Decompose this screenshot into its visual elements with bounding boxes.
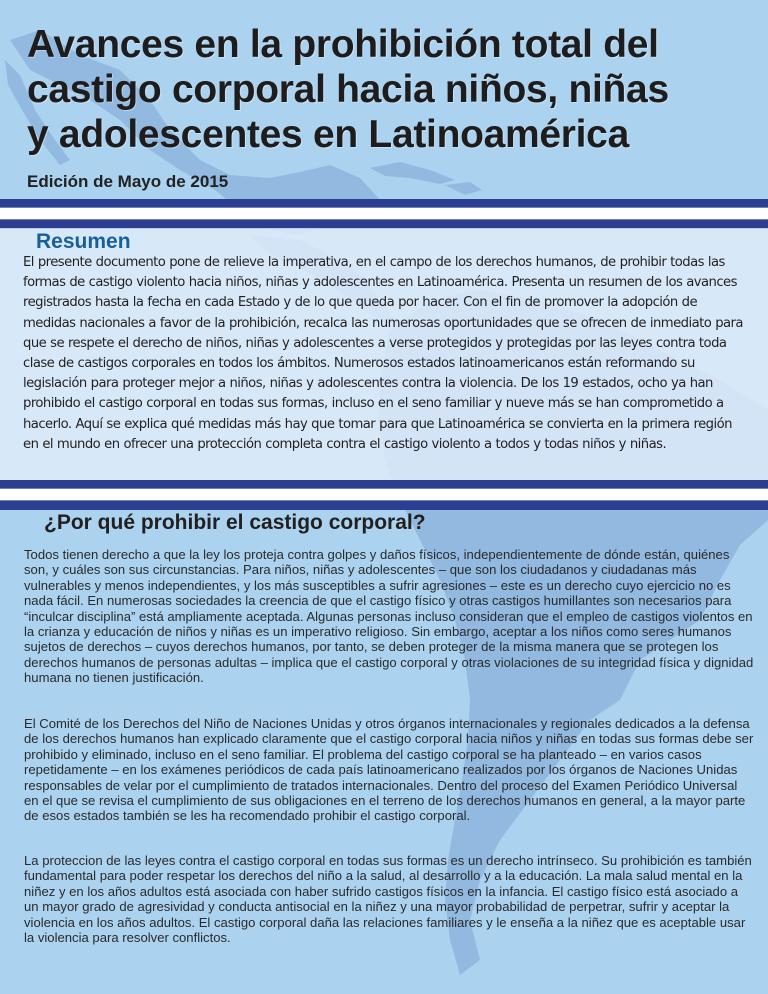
stripe-white (0, 489, 768, 500)
why-section-heading: ¿Por qué prohibir el castigo corporal? (44, 511, 426, 534)
title-line-2: castigo corporal hacia niños, niñas (27, 68, 669, 111)
stripe-white (0, 208, 768, 219)
stripe-blue-top (0, 199, 768, 208)
stripe-blue-top (0, 480, 768, 489)
section-divider-stripes (0, 480, 768, 509)
why-paragraph-3: La proteccion de las leyes contra el castigo corporal en todas sus formas es un derecho intrínseco. Su prohibición es también fundamental para poder respetar los derechos del niño a la salud, al desarrollo y a la educación. La mala salud mental en la niñez y en los años adultos está asociada con haber sufrido castigos físicos en la infancia. El castigo físico está asociado a un mayor grado de agresividad y conducta antisocial en la niñez y una mayor probabilidad de perpetrar, sufrir y aceptar la violencia en los años adultos. El castigo corporal daña las relaciones familiares y le enseña a la niñez que es aceptable usar la violencia para resolver conflictos. (24, 853, 752, 946)
cuba-map-shape (370, 162, 455, 184)
hispaniola-map-shape (445, 182, 482, 195)
why-paragraph-1: Todos tienen derecho a que la ley los proteja contra golpes y daños físicos, independientemente de dónde están, quiénes son, y cuáles son sus circunstancias. Para niños, niñas y adolescentes – que son los ciudadanos y ciudadanas más vulnerables y menos independientes, y los más susceptibles a sufrir agresiones – este es un derecho cuyo ejercicio no es nada fácil. En numerosas sociedades la creencia de que el castigo físico y otras castigos humillantes son necesarios para “inculcar disciplina” está ampliamente aceptada. Algunas personas incluso consideran que el empleo de castigos violentos en la crianza y educación de niños y niñas es un imperativo religioso. Sin embargo, aceptar a los niños como seres humanos sujetos de derechos – cuyos derechos humanos, por tanto, se deben proteger de la misma manera que se protegen los derechos humanos de personas adultas – implica que el castigo corporal y otras violaciones de su integridad física y dignidad humana no tienen justificación. (24, 547, 754, 686)
title-line-3: y adolescentes en Latinoamérica (27, 113, 629, 156)
edition-date: Edición de Mayo de 2015 (27, 172, 229, 191)
why-paragraph-2: El Comité de los Derechos del Niño de Naciones Unidas y otros órganos internacionales y regionales dedicados a la defensa de los derechos humanos han explicado claramente que el castigo corporal hacia niños y niñas en todas sus formas debe ser prohibido y eliminado, incluso en el seno familiar. El problema del castigo corporal se ha planteado – en varios casos repetidamente – en los exámenes periódicos de cada país latinoamericano realizados por los órganos de Naciones Unidas responsables de velar por el cumplimiento de tratados internacionales. Dentro del proceso del Examen Periódico Universal en el que se revisa el cumplimiento de sus obligaciones en el terreno de los derechos humanos en general, a la mayor parte de esos estados también se les ha recomendado prohibir el castigo corporal. (24, 716, 754, 824)
title-line-1: Avances en la prohibición total del (27, 23, 659, 66)
document-title (27, 22, 757, 157)
stripe-blue-bottom (0, 500, 768, 510)
summary-heading: Resumen (36, 230, 131, 253)
header-divider-stripes (0, 199, 768, 228)
summary-text: El presente documento pone de relieve la imperativa, en el campo de los derechos humanos, de prohibir todas las formas de castigo violento hacia niños, niñas y adolescentes en Latinoamérica. Presenta un resumen de los avances registrados hasta la fecha en cada Estado y de lo que queda por hacer. Con el fin de promover la adopción de medidas nacionales a favor de la prohibición, recalca las numerosas oportunidades que se ofrecen de inmediato para que se respete el derecho de niños, niñas y adolescentes a verse protegidos y protegidas por las leyes contra toda clase de castigos corporales en todos los ámbitos. Numerosos estados latinoamericanos están reformando su legislación para proteger mejor a niños, niñas y adolescentes contra la violencia. De los 19 estados, ocho ya han prohibido el castigo corporal en todas sus formas, incluso en el seno familiar y nueve más se han comprometido a hacerlo. Aquí se explica qué medidas más hay que tomar para que Latinoamérica se convierta en la primera región en el mundo en ofrecer una protección completa contra el castigo violento a todos y todas niños y niñas. (23, 255, 743, 452)
